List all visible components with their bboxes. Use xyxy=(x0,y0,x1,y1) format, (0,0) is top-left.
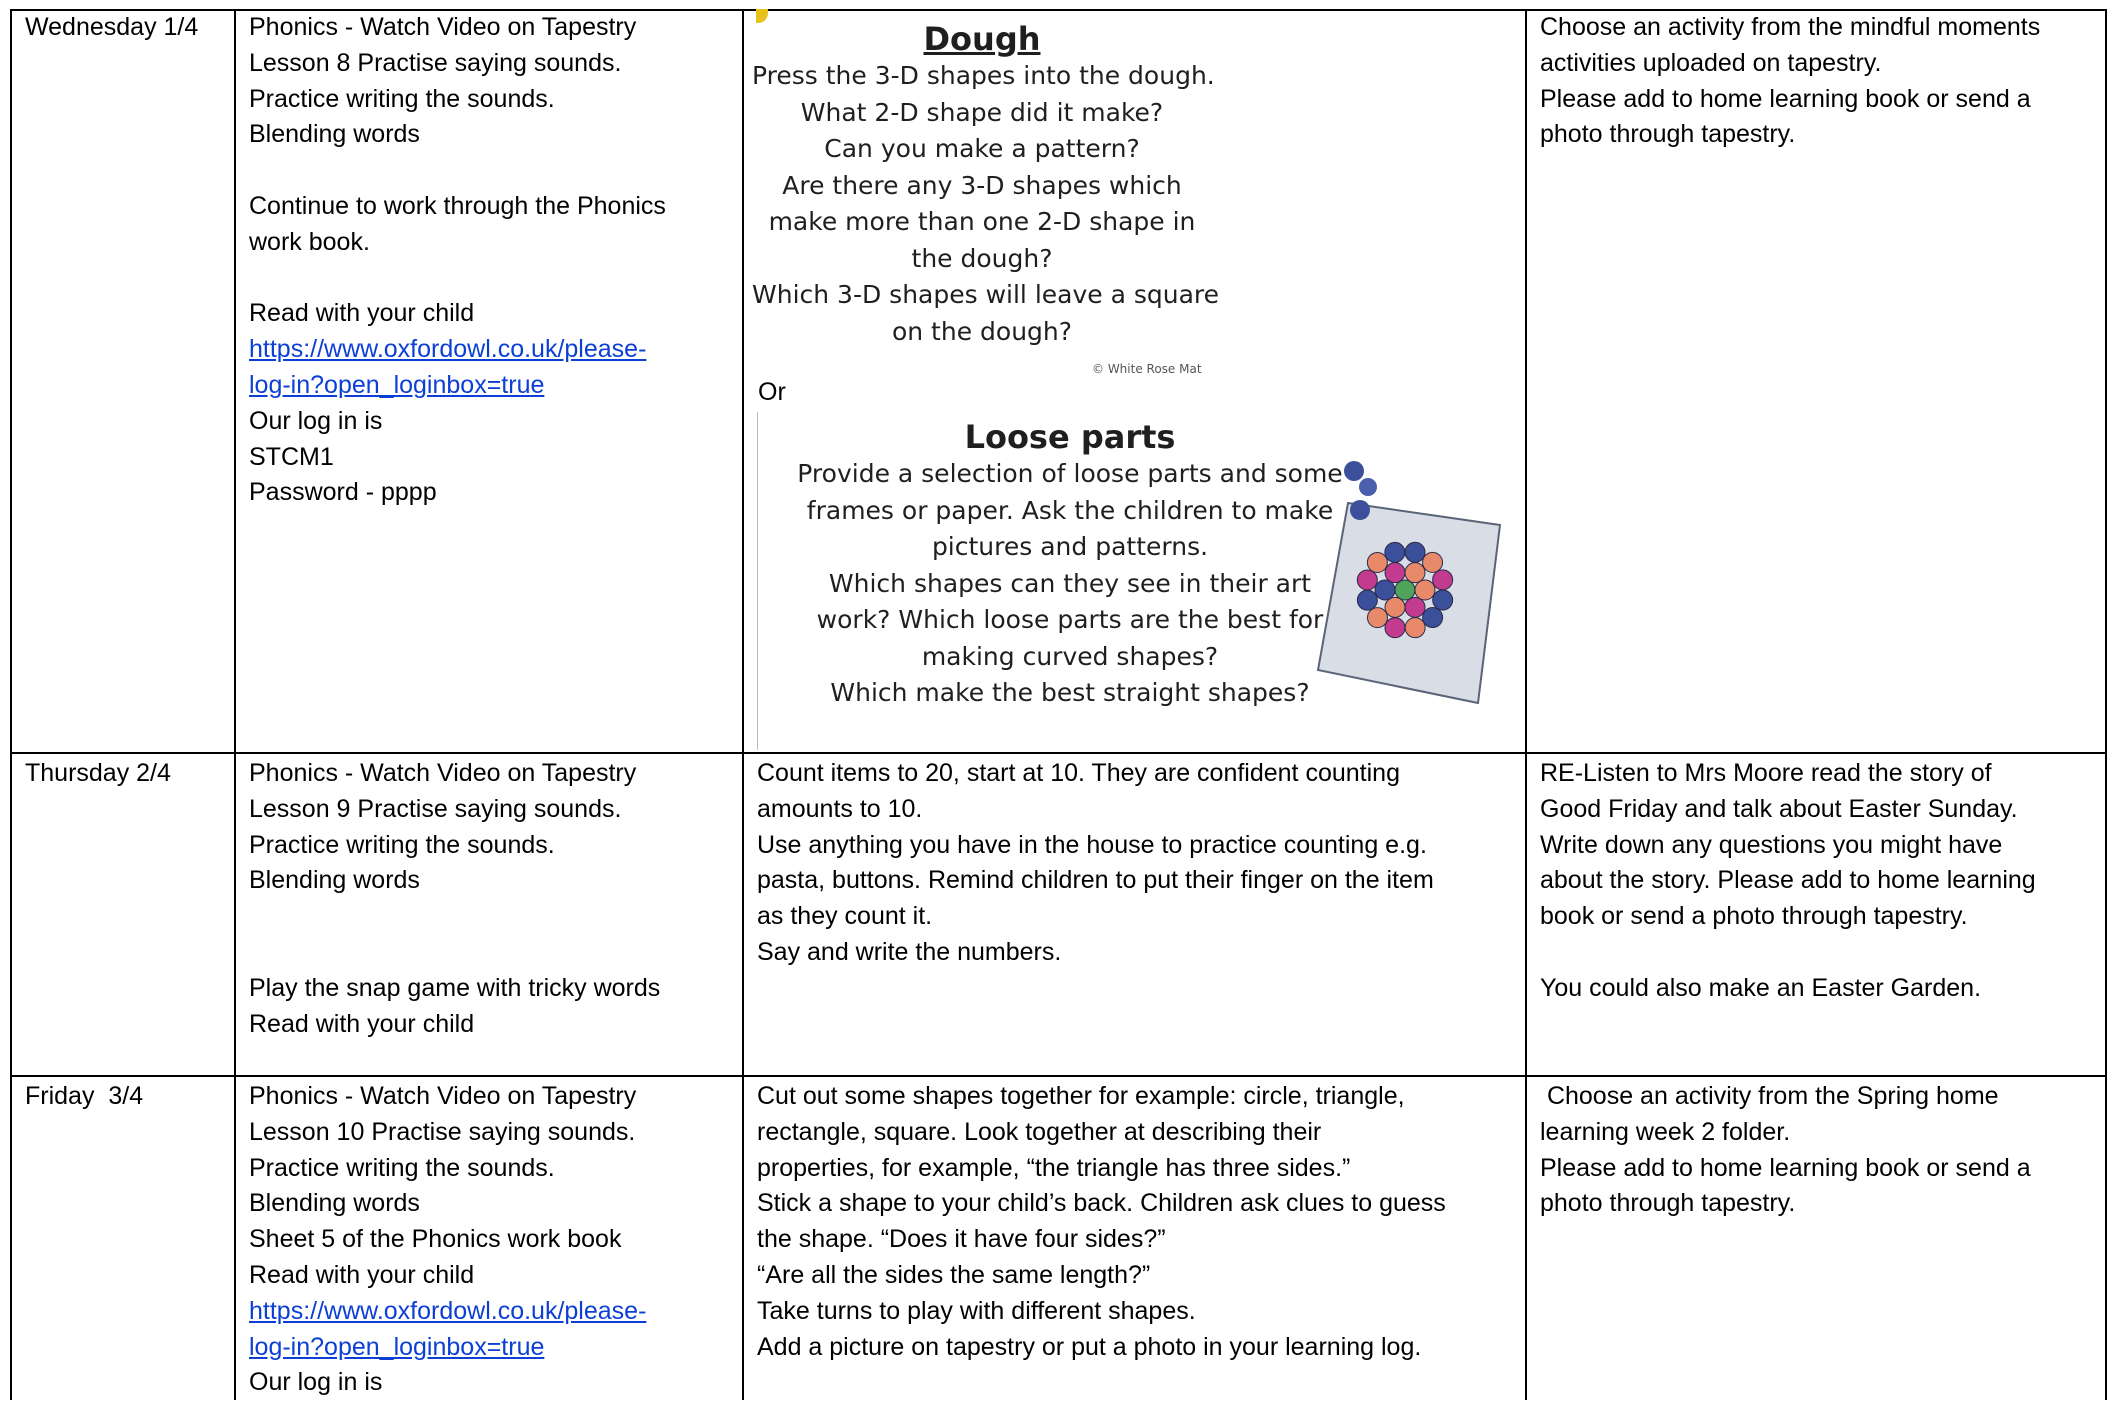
table-border xyxy=(10,752,2107,754)
text-line: Use anything you have in the house to practice counting e.g. xyxy=(757,830,1427,859)
text-line: RE-Listen to Mrs Moore read the story of xyxy=(1540,759,1992,787)
loose-parts-illustration xyxy=(1310,455,1510,715)
other-cell xyxy=(1540,756,2036,1007)
text-line: Practice writing the sounds. xyxy=(249,1153,555,1182)
bead-shape xyxy=(1357,590,1377,610)
day-label: Wednesday 1/4 xyxy=(25,13,199,41)
text-line: learning week 2 folder. xyxy=(1540,1117,1791,1146)
text-line: as they count it. xyxy=(757,902,933,931)
text-line: activities uploaded on tapestry. xyxy=(1540,48,1882,77)
text-line: Read with your child xyxy=(249,299,475,328)
bead-shape xyxy=(1405,563,1425,583)
table-border xyxy=(1525,9,1527,1400)
bead-shape xyxy=(1385,563,1405,583)
text-line: Which make the best straight shapes? xyxy=(830,678,1310,707)
other-cell xyxy=(1540,10,2040,153)
table-border xyxy=(10,9,12,1400)
text-line: Continue to work through the Phonics xyxy=(249,191,666,220)
table-border xyxy=(10,1075,2107,1077)
text-line: Phonics - Watch Video on Tapestry xyxy=(249,759,637,787)
text-line: Provide a selection of loose parts and some xyxy=(797,459,1343,488)
text-line: frames or paper. Ask the children to make xyxy=(806,495,1334,525)
text-line: book or send a photo through tapestry. xyxy=(1540,902,1968,931)
text-line: Phonics - Watch Video on Tapestry xyxy=(249,13,637,41)
text-line: Practice writing the sounds. xyxy=(249,830,555,859)
text-line: Read with your child xyxy=(249,1260,475,1289)
text-line: pictures and patterns. xyxy=(931,532,1209,561)
text-line: Can you make a pattern? xyxy=(824,134,1140,163)
text-line: photo through tapestry. xyxy=(1540,1189,1796,1218)
bead-shape xyxy=(1367,552,1387,572)
dough-title: Dough xyxy=(923,20,1041,58)
text-line: properties, for example, “the triangle has three sides.” xyxy=(757,1153,1351,1182)
text-line: rectangle, square. Look together at describing their xyxy=(757,1117,1322,1146)
text-line: Count items to 20, start at 10. They are confident counting xyxy=(757,759,1400,787)
text-line: What 2-D shape did it make? xyxy=(800,97,1164,127)
day-cell xyxy=(25,10,198,46)
loose-parts-card xyxy=(790,418,1350,712)
text-line: Our log in is xyxy=(249,1368,383,1397)
bead-shape xyxy=(1375,580,1395,600)
text-line: Choose an activity from the Spring home xyxy=(1540,1082,1999,1110)
text-line: pasta, buttons. Remind children to put their finger on the item xyxy=(757,866,1434,895)
day-label: Friday 3/4 xyxy=(25,1082,144,1110)
oxford-owl-link[interactable]: log-in?open_loginbox=true xyxy=(249,1332,545,1361)
text-line: Stick a shape to your child’s back. Children ask clues to guess xyxy=(757,1189,1446,1218)
text-line: STCM1 xyxy=(249,442,334,471)
table-border xyxy=(234,9,236,1400)
text-line: making curved shapes? xyxy=(921,641,1219,671)
text-line: You could also make an Easter Garden. xyxy=(1540,973,1982,1002)
text-line: photo through tapestry. xyxy=(1540,120,1796,149)
phonics-cell xyxy=(249,10,666,511)
text-line: about the story. Please add to home learning xyxy=(1540,866,2036,895)
text-line: on the dough? xyxy=(891,316,1073,346)
oxford-owl-link[interactable]: log-in?open_loginbox=true xyxy=(249,370,545,399)
loose-parts-title: Loose parts xyxy=(964,418,1176,456)
text-line: the dough? xyxy=(911,243,1053,273)
bead-shape xyxy=(1385,597,1405,617)
text-line: Which 3-D shapes will leave a square xyxy=(752,280,1220,309)
phonics-cell xyxy=(249,1079,646,1401)
dough-card xyxy=(752,20,1220,350)
other-cell xyxy=(1540,1079,2031,1222)
maths-cell xyxy=(757,756,1434,971)
text-line: Press the 3-D shapes into the dough. xyxy=(752,61,1215,90)
image-edge xyxy=(757,412,758,750)
text-line: Blending words xyxy=(249,120,420,149)
bead-shape xyxy=(1433,590,1453,610)
oxford-owl-link[interactable]: https://www.oxfordowl.co.uk/please- xyxy=(249,335,647,364)
text-line: Are there any 3-D shapes which xyxy=(782,170,1182,200)
text-line: Please add to home learning book or send a xyxy=(1540,1153,2031,1182)
day-cell xyxy=(25,1079,143,1115)
maths-cell xyxy=(757,1079,1446,1365)
text-line: Play the snap game with tricky words xyxy=(249,973,661,1002)
text-line: Our log in is xyxy=(249,406,383,435)
text-line: Blending words xyxy=(249,1189,420,1218)
text-line: Write down any questions you might have xyxy=(1540,830,2003,859)
text-line: Take turns to play with different shapes. xyxy=(757,1296,1196,1325)
table-border xyxy=(2105,9,2107,1400)
text-line: Add a picture on tapestry or put a photo in your learning log. xyxy=(757,1332,1422,1361)
text-line: Password - pppp xyxy=(249,478,437,507)
bead-shape xyxy=(1405,542,1425,562)
bead-shape xyxy=(1433,570,1453,590)
text-line: Cut out some shapes together for example: circle, triangle, xyxy=(757,1082,1405,1110)
day-label: Thursday 2/4 xyxy=(25,759,171,787)
text-line: the shape. “Does it have four sides?” xyxy=(757,1225,1166,1254)
text-line: Please add to home learning book or send a xyxy=(1540,84,2031,113)
bead-shape xyxy=(1395,580,1415,600)
bead-shape xyxy=(1357,570,1377,590)
text-line: work book. xyxy=(249,227,370,256)
bead-shape xyxy=(1385,618,1405,638)
day-cell xyxy=(25,756,171,792)
bead-shape xyxy=(1367,608,1387,628)
bead-shape xyxy=(1423,608,1443,628)
phonics-cell xyxy=(249,756,660,1042)
text-line: “Are all the sides the same length?” xyxy=(757,1260,1151,1289)
text-line: Good Friday and talk about Easter Sunday. xyxy=(1540,794,2018,823)
bead-shape xyxy=(1405,597,1425,617)
text-line: Read with your child xyxy=(249,1009,475,1038)
text-line: amounts to 10. xyxy=(757,794,923,823)
bead-shape xyxy=(1423,552,1443,572)
bead-shape xyxy=(1415,580,1435,600)
text-line: Say and write the numbers. xyxy=(757,937,1062,966)
text-line: Phonics - Watch Video on Tapestry xyxy=(249,1082,637,1110)
or-label: Or xyxy=(758,378,786,406)
text-line: make more than one 2-D shape in xyxy=(768,207,1196,236)
text-line: Lesson 10 Practise saying sounds. xyxy=(249,1117,636,1146)
copyright-note: © White Rose Mat xyxy=(1092,362,1202,376)
bead-shape xyxy=(1405,618,1425,638)
text-line: Practice writing the sounds. xyxy=(249,84,555,113)
table-border xyxy=(742,9,744,1400)
text-line: Lesson 9 Practise saying sounds. xyxy=(249,794,622,823)
text-line: work? Which loose parts are the best for xyxy=(816,605,1324,634)
bead-shape xyxy=(1385,542,1405,562)
text-line: Choose an activity from the mindful moments xyxy=(1540,13,2041,41)
oxford-owl-link[interactable]: https://www.oxfordowl.co.uk/please- xyxy=(249,1296,647,1325)
text-line: Which shapes can they see in their art xyxy=(828,568,1312,598)
text-line: Lesson 8 Practise saying sounds. xyxy=(249,48,622,77)
text-line: Sheet 5 of the Phonics work book xyxy=(249,1225,622,1254)
text-line: Blending words xyxy=(249,866,420,895)
